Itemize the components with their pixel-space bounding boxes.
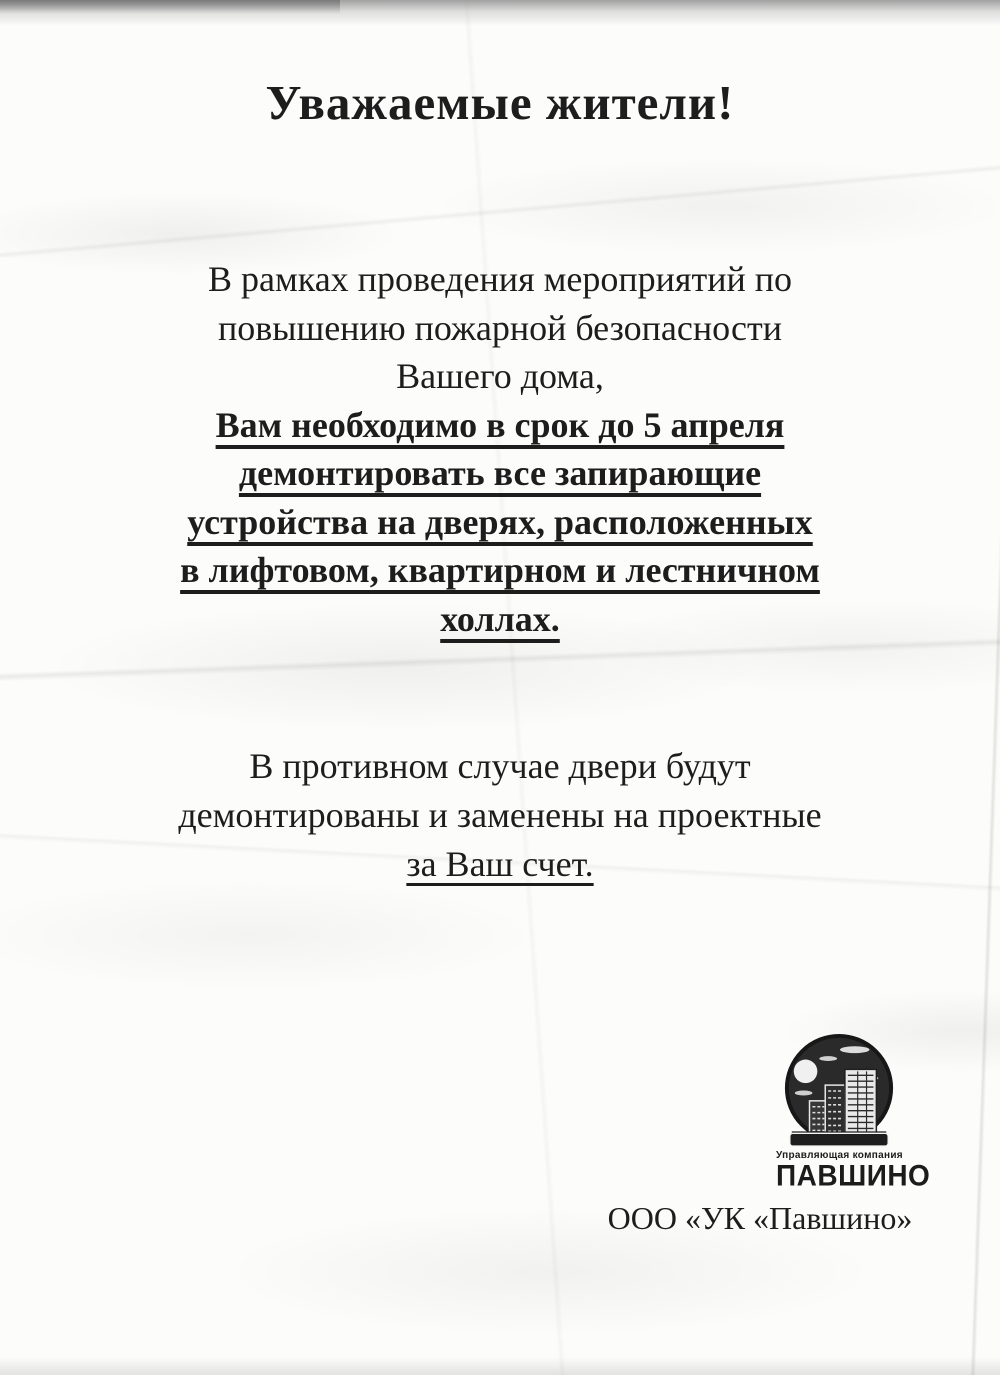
demand-line-2: демонтировать все запирающие (238, 453, 762, 493)
scanner-bottom-shadow (0, 1357, 1000, 1375)
demand-line-5: холлах. (440, 598, 560, 639)
consequence-line-3-underlined: за Ваш счет. (406, 844, 594, 884)
logo-name: ПАВШИНО (776, 1159, 931, 1192)
demand-line-4: в лифтовом, квартирном и лестничном (180, 550, 820, 590)
company-logo (776, 1032, 931, 1192)
notice-body (55, 255, 945, 643)
demand-line-1: Вам необходимо в срок до 5 апреля (215, 404, 785, 445)
logo-subtitle: Управляющая компания (776, 1150, 903, 1161)
intro-line-3: Вашего дома, (396, 356, 604, 396)
intro-line-2: повышению пожарной безопасности (218, 307, 782, 348)
intro-line-1: В рамках проведения мероприятий по (207, 259, 792, 299)
company-signature: ООО «УК «Павшино» (607, 1200, 913, 1236)
demand-line-3: устройства на дверях, расположенных (187, 501, 813, 542)
logo-emblem-city-icon (780, 1032, 898, 1152)
scanner-top-left-shadow (0, 0, 340, 14)
consequence-line-2: демонтированы и заменены на проектные (178, 795, 822, 835)
consequence-paragraph (55, 742, 945, 889)
notice-title: Уважаемые жители! (265, 75, 735, 130)
consequence-line-1: В противном случае двери будут (249, 746, 751, 786)
